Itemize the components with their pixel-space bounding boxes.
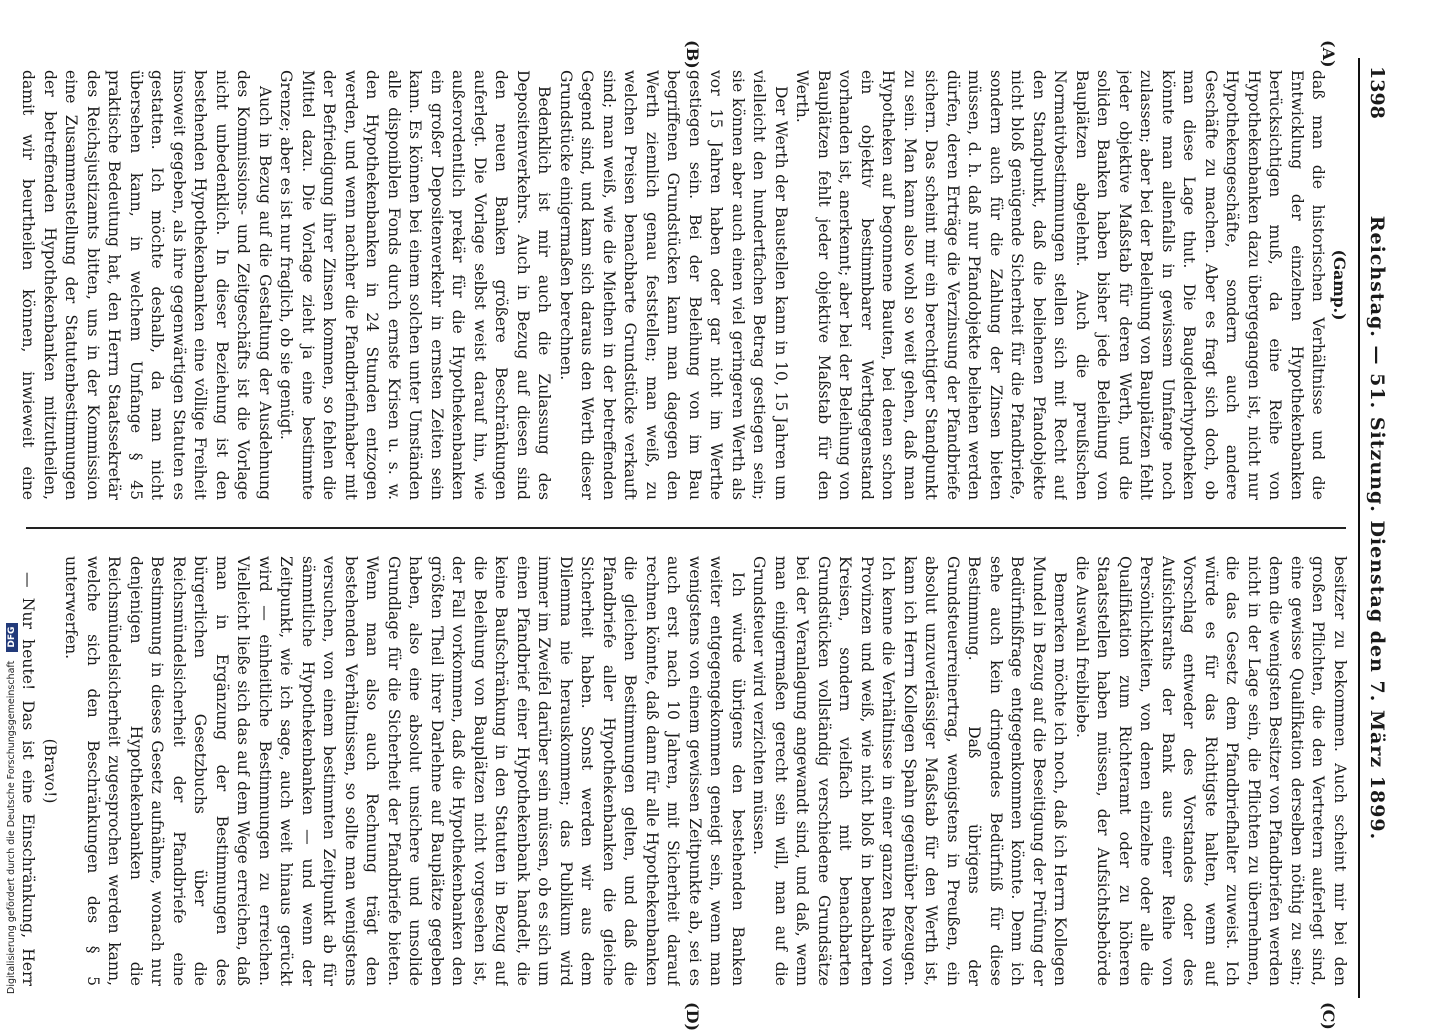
left-paragraph-1: daß man die historischen Verhältnisse und die Entwicklung der einzelnen Hypothekenbanken berücksichtigen muß, da eine Reihe von Hypothekenbanken dazu übergegangen ist, nicht nur Hypothekengeschäfte, sondern auch andere Geschäfte zu machen. Aber es fragt sich doch, ob man diese Lage thut. Die Baugelderhypotheken könnte man allenfalls in gewissem Umfange noch zulassen; aber bei der Beleihung von Bauplätzen fehlt jeder objektive Maßstab für deren Werth, und die soliden Banken haben bisher jede Beleihung von Bauplätzen abgelehnt. Auch die preußischen Normativbestimmungen stellen sich mit Recht auf den Standpunkt, daß die beliehenen Pfandobjekte nicht bloß genügende Sicherheit für die Pfandbriefe, sondern auch für die Zahlung der Zinsen bieten müssen, d. h. daß nur Pfandobjekte beliehen werden dürfen, deren Erträge die Verzinsung der Pfandbriefe sichern. Das scheint mir ein berechtigter Standpunkt zu sein. Man kann also wohl so weit gehen, daß man Hypotheken auf begonnene Bauten, bei denen schon ein objektiv bestimmbarer Werthgegenstand vorhanden ist, anerkennt; aber bei der Beleihung von Bauplätzen fehlt jeder objektive Maßstab für den Werth. [793,70,1328,500]
left-column [20,70,1350,500]
left-paragraph-2: Der Werth der Baustellen kann in 10, 15 Jahren um vielleicht den hundertfachen Betrag gestiegen sein; sie können aber auch einen viel geringeren Werth als vor 15 Jahren haben oder gar nicht im Werthe gestiegen sein. Bei der Beleihung von im Bau begriffenen Grundstücken kann man dagegen den Werth ziemlich genau feststellen; man weiß, zu welchen Preisen benachbarte Grundstücke verkauft sind; man weiß, wie die Miethen in der betreffenden Gegend sind, und kann sich daraus den Werth dieser Grundstücke einigermaßen berechnen. [557,70,790,500]
margin-letter-a: (A) [1319,40,1338,68]
left-paragraph-4: Auch in Bezug auf die Gestaltung der Ausdehnung des Kommissions- und Zeitgeschäfts ist die Vorlage nicht unbedenklich. In dieser Beziehung ist den bestehenden Hypothekenbanken eine völlige Freiheit insoweit gegeben, als ihre gegenwärtigen Statuten es gestatten. Ich möchte deshalb, da man nicht übersehen kann, in welchem Umfange § 45 praktische Bedeutung hat, den Herrn Staatssekretär des Reichsjustizamts bitten, uns in der Kommission eine Zusammenstellung der Statutenbestimmungen der betreffenden Hypothekenbanken mitzutheilen, damit wir beurtheilen können, inwieweit eine [20,70,274,500]
credit-text: Digitalisierung gefördert durch die Deutsche Forschungsgemeinschaft [6,660,17,994]
right-column [20,556,1350,986]
dfg-logo: DFG [6,623,18,652]
column-divider [26,527,1346,529]
left-paragraph-3: Bedenklich ist mir auch die Zulassung des Depositenverkehrs. Auch in Bezug auf diesen sind den neuen Banken größere Beschränkungen auferlegt. Die Vorlage selbst weist darauf hin, wie außerordentlich prekär für die Hypothekenbanken ein großer Depositenverkehr in ernsten Zeiten sein kann. Es können bei einem solchen unter Umständen alle disponiblen Fonds durch ernste Krisen u. s. w. den Hypothekenbanken in 24 Stunden entzogen werden, und wenn nachher die Pfandbriefinhaber mit der Befriedigung ihrer Zinsen kommen, so fehlen die Mittel dazu. Die Vorlage zieht ja eine bestimmte Grenze; aber es ist nur fraglich, ob sie genügt. [277,70,554,500]
right-paragraph-4: — Nur heute! Das ist eine Einschränkung, Herr [20,572,38,986]
page-number: 1398 [1366,66,1388,119]
margin-letter-b: (B) [683,40,702,69]
speaker-tag: (Gamp.) [1330,249,1349,321]
interjection: (Bravo!) [41,738,59,804]
margin-letter-d: (D) [683,1002,702,1031]
page-header [1358,58,1390,998]
right-paragraph-1: besitzer zu bekommen. Auch scheint mir bei den großen Pflichten, die den Vertretern auferlegt sind, eine gewisse Qualifikation derselben nöthig zu sein; denn die wenigsten Besitzer von Pfandbriefen werden nicht in der Lage sein, die Pflichten zu übernehmen, die das Gesetz dem Pfandbriefhalter zuweist. Ich würde es für das Richtigste halten, wenn auf Vorschlag entweder des Vorstandes oder des Aufsichtsraths der Bank aus einer Reihe von Persönlichkeiten, von denen einzelne oder alle die Qualifikation zum Richteramt oder zu höheren Staatsstellen haben müssen, der Aufsichtsbehörde die Auswahl freibliebe. [1073,556,1349,986]
running-title: Reichstag. — 51. Sitzung. Dienstag den 7. März 1899. [1366,215,1388,841]
digitization-credit [6,2,20,992]
margin-letter-c: (C) [1319,1002,1338,1030]
right-paragraph-3: Ich würde übrigens den bestehenden Banken weiter entgegengekommen geneigt sein, wenn man wenigstens von einem gewissen Zeitpunkte ab, sei es auch erst nach 10 Jahren, mit Sicherheit darauf rechnen könnte, daß dann für alle Hypothekenbanken die gleichen Bestimmungen gelten, und daß die Pfandbriefe aller Hypothekenbanken die gleiche Sicherheit haben. Sonst werden wir aus dem Dilemma nie herauskommen; das Publikum wird immer im Zweifel darüber sein müssen, ob es sich um einen Pfandbrief einer Hypothekenbank handelt, die keine Baufschränkung in den Statuten in Bezug auf die Beleihung von Bauplätzen nicht vorgesehen ist, der Fall vorkommen, daß die Hypothekenbanken den größten Theil ihrer Darlehne auf Bauplätze gegeben haben, also eine absolut unsichere und unsolide Grundlage für die Sicherheit der Pfandbriefe bieten. Wenn man also auch Rechnung trägt den bestehenden Verhältnissen, so sollte man wenigstens versuchen, von einem bestimmten Zeitpunkt ab für sämmtliche Hypothekenbanken — und wenn der Zeitpunkt, wie ich sage, auch weit hinaus gerückt wird — einheitliche Bestimmungen zu erreichen. Vielleicht ließe sich das auf dem Wege erreichen, daß man in Ergänzung der Bestimmungen des bürgerlichen Gesetzbuchs über die Reichsmündelsicherheit der Pfandbriefe eine Bestimmung in dieses Gesetz aufnähme, wonach nur denjenigen Hypothekenbanken die Reichsmündelsicherheit zugesprochen werden kann, welche sich den Beschränkungen des § 5 unterwerfen. [62,556,747,986]
right-paragraph-2: Bemerken möchte ich noch, daß ich Herrn Kollegen Mundel in Bezug auf die Beseitigung der Prüfung der Bedürfnißfrage entgegenkommen könnte. Denn ich sehe auch kein dringendes Bedürfniß für diese Bestimmung. Daß übrigens der Grundsteuerreinertrag, wenigstens in Preußen, ein absolut unzuverlässiger Maßstab für den Werth ist, kann ich Herrn Kollegen Spahn gegenüber bezeugen. Ich kenne die Verhältnisse in einer ganzen Reihe von Provinzen und weiß, wie nicht bloß in benachbarten Kreisen, sondern vielfach mit benachbarten Grundstücken vollständig verschiedene Grundsätze bei der Veranlagung angewandt sind, und daß, wenn man einigermaßen gerecht sein will, man auf die Grundsteuer wird verzichten müssen. [750,556,1070,986]
rotated-page [12,40,1392,1031]
